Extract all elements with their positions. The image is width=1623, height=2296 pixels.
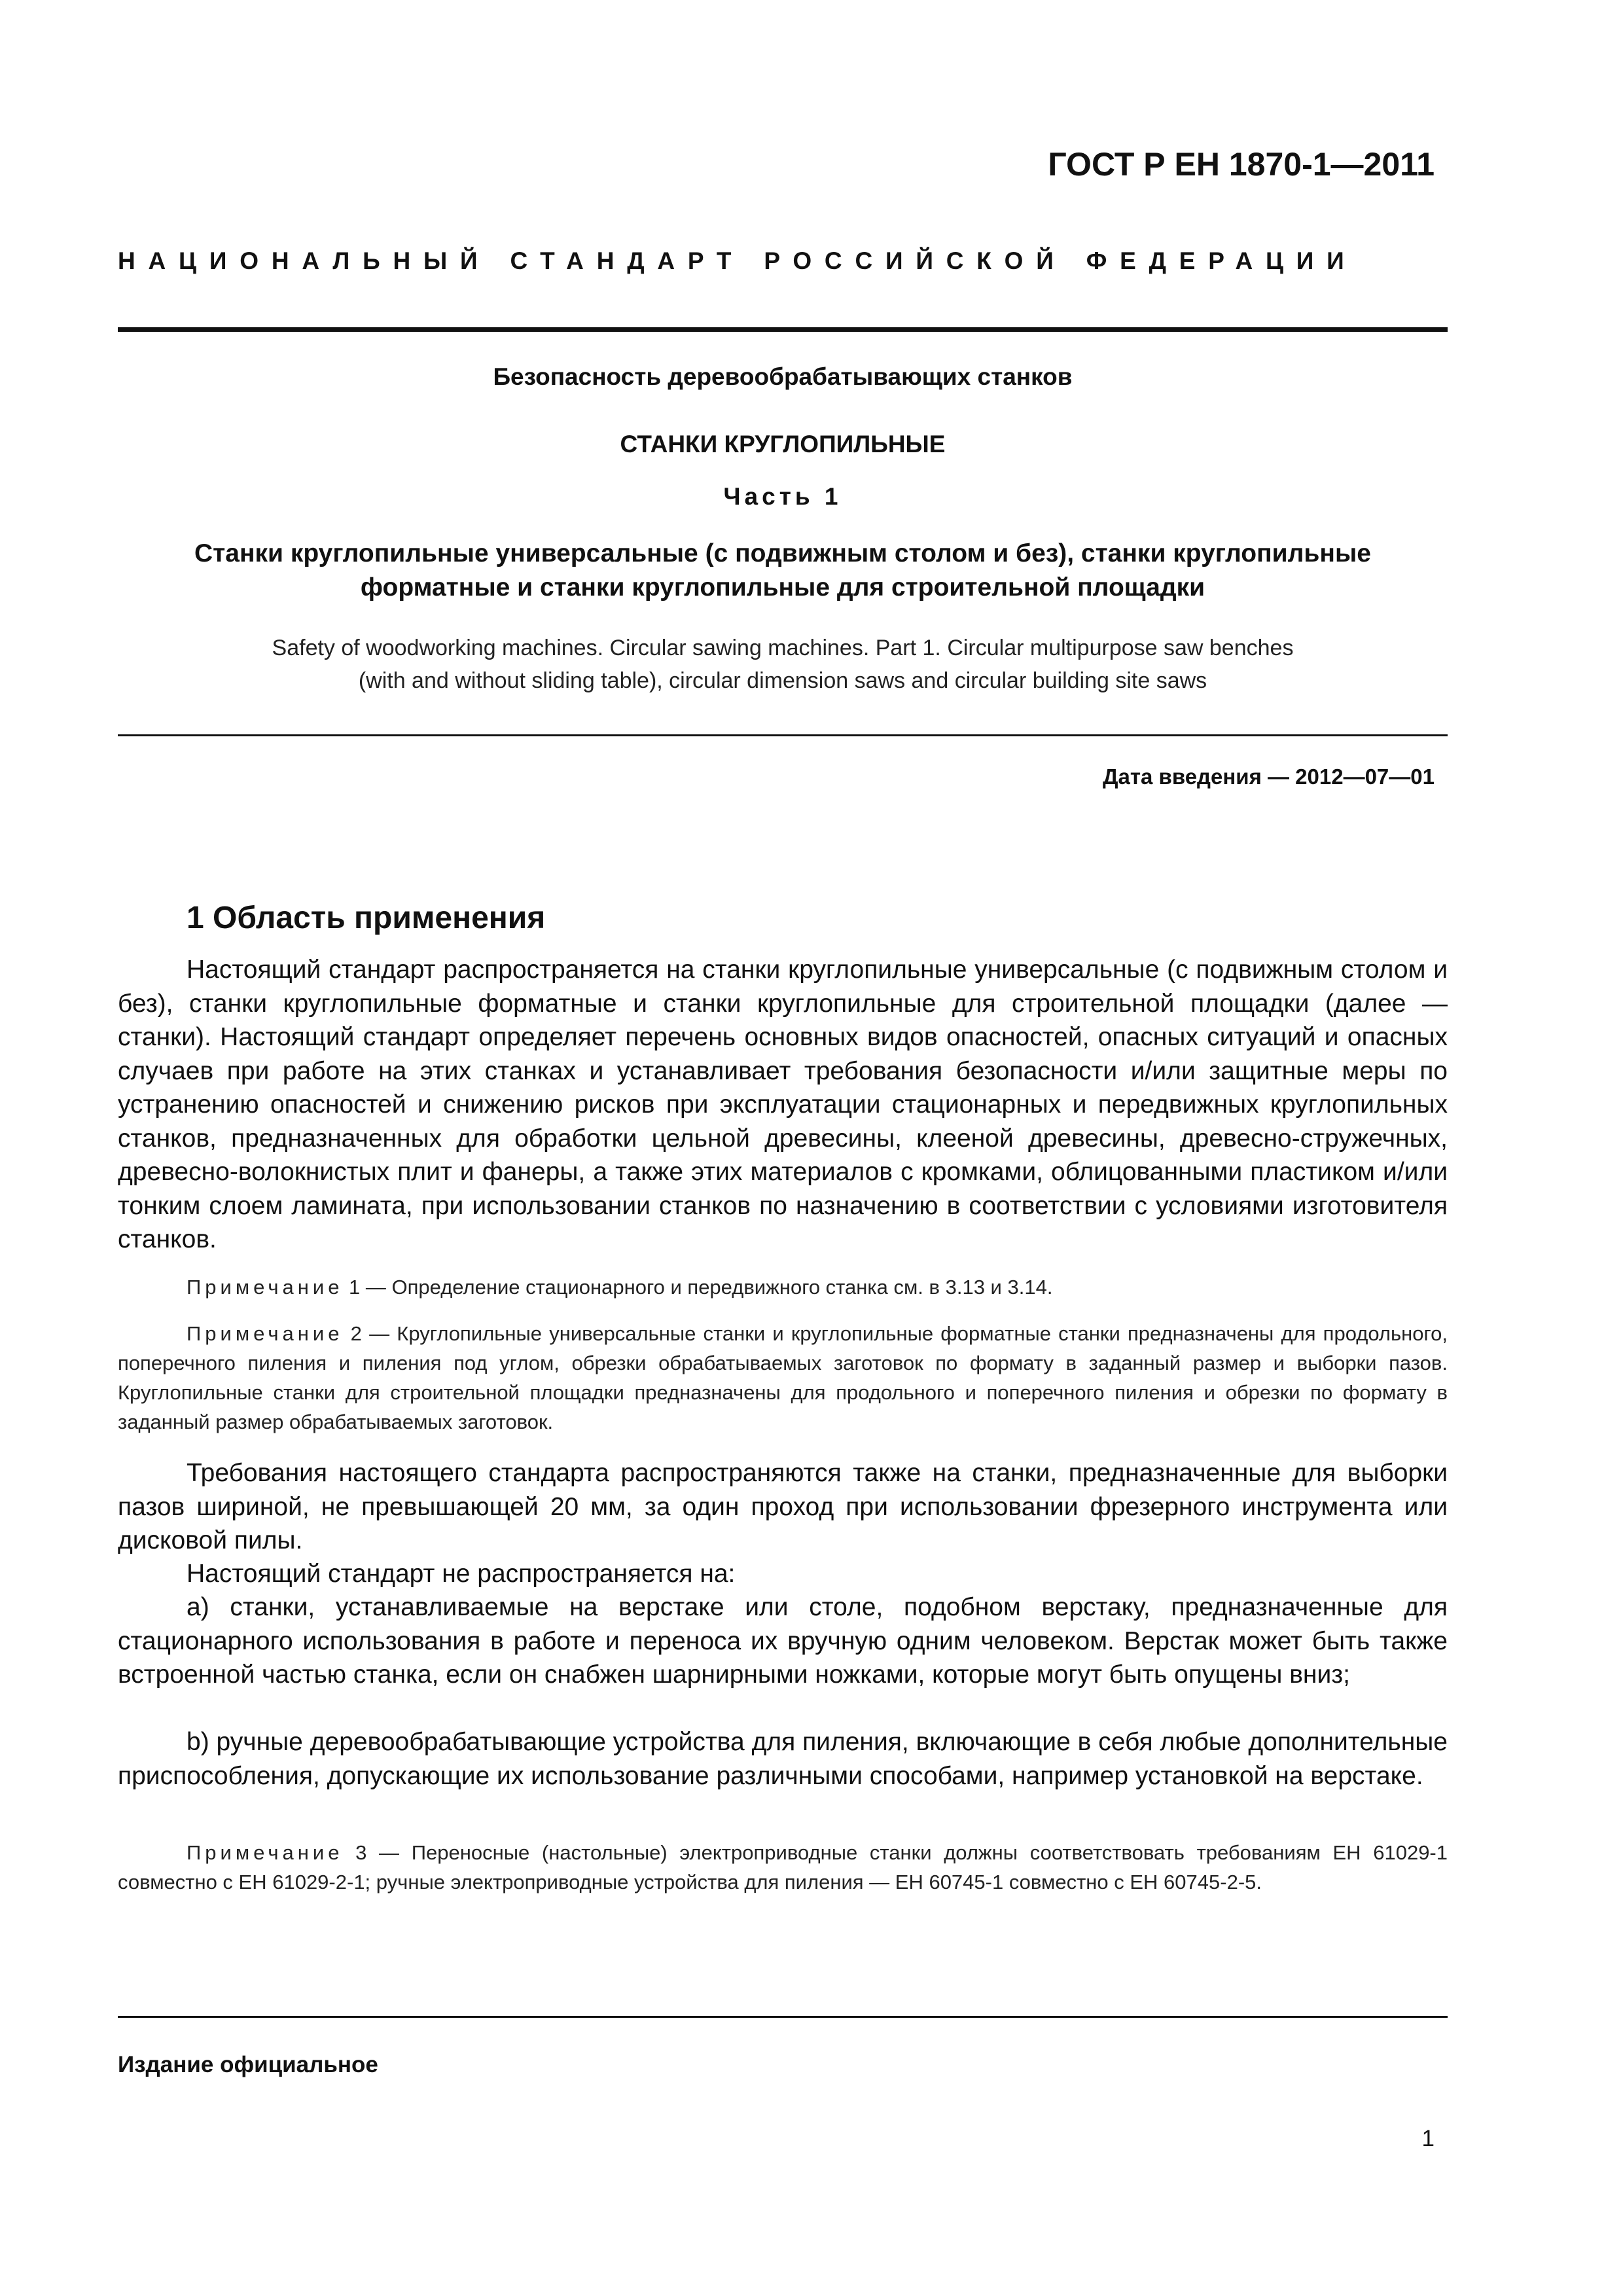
safety-title: Безопасность деревообрабатывающих станков [493,363,1073,390]
edition-label: Издание официальное [118,2052,378,2077]
note-text: 1 — Определение стационарного и передвижного станка см. в 3.13 и 3.14. [343,1276,1053,1299]
requirements-paragraph: Требования настоящего стандарта распространяются также на станки, предназначенные для выборки пазов шириной, не превышающей 20 мм, за один проход при использовании фрезерного инструмента или дисковой пилы. [118,1459,1448,1554]
note-label: Примечание [187,1322,344,1345]
note-label: Примечание [187,1276,344,1299]
note-text: 3 — Переносные (настольные) электроприводные станки должны соответствовать требованиям ЕН 61029-1 совместно с ЕН 61029-2-1; ручные электроприводные устройства для пиления — ЕН 60745-1 совместно с ЕН 60745-2-5. [118,1841,1448,1893]
english-title-line: (with and without sliding table), circular dimension saws and circular building site saws [358,668,1207,693]
exclusions-intro: Настоящий стандарт не распространяется на: [187,1560,736,1588]
exclusion-item-a: а) станки, устанавливаемые на верстаке или столе, подобном верстаку, предназначенные для стационарного использования в работе и переноса их вручную одним человеком. Верстак может быть также встроенной частью станка, если он снабжен шарнирными ножками, которые могут быть опущены вниз; [118,1593,1448,1689]
note-3 [118,1838,1448,1897]
russian-subtitle-line: форматные и станки круглопильные для строительной площадки [360,573,1205,601]
russian-subtitle-line: Станки круглопильные универсальные (с подвижным столом и без), станки круглопильные [194,539,1371,567]
section-heading: 1 Область применения [187,901,546,935]
national-standard-title: НАЦИОНАЛЬНЫЙ СТАНДАРТ РОССИЙСКОЙ ФЕДЕРАЦИИ [118,247,1357,274]
footer-divider [118,2016,1448,2018]
scope-paragraph: Настоящий стандарт распространяется на станки круглопильные универсальные (с подвижным столом и без), станки круглопильные форматные и станки круглопильные для строительной площадки (далее — станки). Настоящий стандарт определяет перечень основных видов опасностей, опасных ситуаций и опасных случаев при работе на этих станках и устанавливает требования безопасности и/или защитные меры по устранению опасностей и снижению рисков при эксплуатации стационарных и передвижных круглопильных станков, предназначенных для обработки цельной древесины, клееной древесины, древесно-стружечных, древесно-волокнистых плит и фанеры, а также этих материалов с кромками, облицованными пластиком и/или тонким слоем ламината, при использовании станков по назначению в соответствии с условиями изготовителя станков. [118,956,1448,1253]
note-label: Примечание [187,1841,344,1864]
english-title [118,632,1448,697]
part-label: Часть 1 [723,483,842,510]
russian-subtitle [118,537,1448,605]
english-title-line: Safety of woodworking machines. Circular sawing machines. Part 1. Circular multipurpose saw benches [272,636,1294,660]
note-1 [118,1272,1448,1302]
standard-number: ГОСТ Р ЕН 1870-1—2011 [1048,146,1435,183]
header-divider [118,327,1448,332]
note-text: 2 — Круглопильные универсальные станки и круглопильные форматные станки предназначены для продольного, поперечного пиления и пиления под углом, обрезки обрабатываемых заготовок по формату в заданный размер и выборки пазов. Круглопильные станки для строительной площадки предназначены для продольного и поперечного пиления и обрезки по формату в заданный размер обрабатываемых заготовок. [118,1322,1448,1433]
machines-title: СТАНКИ КРУГЛОПИЛЬНЫЕ [620,431,946,457]
introduction-date: Дата введения — 2012—07—01 [1103,764,1435,789]
note-2 [118,1319,1448,1437]
title-divider [118,734,1448,736]
page-number: 1 [1421,2126,1435,2151]
exclusion-item-b: b) ручные деревообрабатывающие устройства для пиления, включающие в себя любые дополнительные приспособления, допускающие их использование различными способами, например установкой на верстаке. [118,1728,1448,1790]
